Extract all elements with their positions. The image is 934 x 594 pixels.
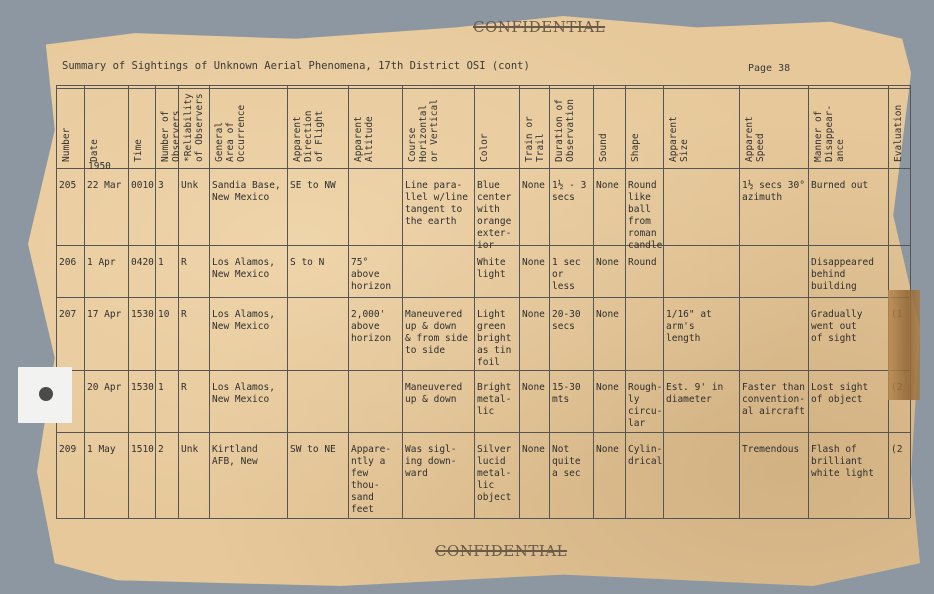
sightings-table [56,78,916,523]
table-rule [209,85,210,518]
table-cell-reliability: R [181,257,187,268]
punch-hole-icon [39,387,53,401]
column-header-altitude: Apparent Altitude [353,116,375,162]
table-cell-train: None [522,309,545,320]
table-rule [549,85,550,518]
table-cell-course: Was sigl- ing down- ward [405,444,457,479]
table-cell-disappearance: Disappeared behind building [811,257,874,292]
column-header-duration: Duration of Observation [554,99,576,162]
table-rule [625,85,626,518]
table-cell-color: Blue center with orange exter- ior [477,180,512,251]
table-cell-shape: Round like ball from roman candle [628,180,663,251]
table-cell-speed: Tremendous [742,444,800,455]
table-cell-course: Maneuvered up & down [405,382,463,405]
column-header-num-observers: Number of Observers [160,110,182,162]
table-cell-sound: None [596,257,619,268]
table-cell-disappearance: Burned out [811,180,869,191]
column-header-train: Train or Trail [524,116,546,162]
table-cell-train: None [522,257,545,268]
column-header-size: Apparent Size [668,116,690,162]
column-header-color: Color [479,133,490,162]
table-cell-evaluation: (2 [891,444,903,455]
column-header-speed: Apparent Speed [744,116,766,162]
column-header-evaluation: Evaluation [893,104,904,162]
table-cell-duration: 20-30 secs [552,309,581,332]
table-cell-speed: 1½ secs 30° azimuth [742,180,805,203]
table-cell-reliability: Unk [181,180,199,191]
column-header-number: Number [61,127,72,162]
table-cell-color: Bright metal- lic [477,382,512,417]
table-cell-date: 17 Apr [87,309,122,320]
year-label: 1950 [88,161,111,172]
table-rule [84,85,85,518]
table-cell-course: Line para- llel w/line tangent to the earth [405,180,468,227]
table-cell-area: Kirtland AFB, New [212,444,258,467]
table-cell-reliability: Unk [181,444,199,455]
column-header-date: Date [89,139,100,162]
punched-label [18,367,72,423]
table-rule [56,85,57,518]
table-cell-observers: 3 [158,180,164,191]
column-header-reliability: *Reliability of Observers [183,93,205,162]
table-rule [739,85,740,518]
table-rule [155,85,156,518]
tape-strip [888,290,920,400]
table-rule [56,168,910,169]
table-cell-sound: None [596,382,619,393]
table-cell-direction: SE to NW [290,180,336,191]
column-header-shape: Shape [630,133,641,162]
table-cell-time: 0010 [131,180,154,191]
table-cell-duration: 1½ - 3 secs [552,180,587,203]
table-cell-number: 206 [59,257,77,268]
table-cell-observers: 1 [158,257,164,268]
table-cell-reliability: R [181,382,187,393]
table-cell-train: None [522,444,545,455]
page-number: Page 38 [748,63,791,74]
table-cell-area: Sandia Base, New Mexico [212,180,281,203]
table-cell-speed: Faster than convention- al aircraft [742,382,805,417]
table-cell-shape: Cylin- drical [628,444,663,467]
table-rule [56,370,910,371]
table-cell-sound: None [596,180,619,191]
table-rule [348,85,349,518]
table-cell-time: 0420 [131,257,154,268]
table-cell-number: 209 [59,444,77,455]
table-cell-area: Los Alamos, New Mexico [212,257,275,280]
table-cell-color: White light [477,257,506,280]
table-cell-area: Los Alamos, New Mexico [212,382,275,405]
table-rule [474,85,475,518]
table-cell-observers: 10 [158,309,170,320]
table-rule [56,88,910,89]
column-header-course: Course Horizontal or Vertical [407,99,440,162]
table-cell-direction: SW to NE [290,444,336,455]
table-cell-altitude: Appare- ntly a few thou- sand feet [351,444,392,515]
table-cell-color: Silver lucid metal- lic object [477,444,512,503]
confidential-stamp-bottom: CONFIDENTIAL [435,542,568,560]
table-rule [593,85,594,518]
table-rule [519,85,520,518]
table-cell-number: 205 [59,180,77,191]
table-cell-observers: 2 [158,444,164,455]
table-cell-train: None [522,180,545,191]
table-rule [287,85,288,518]
table-cell-duration: 1 sec or less [552,257,581,292]
confidential-stamp-top: CONFIDENTIAL [473,18,606,36]
table-cell-date: 20 Apr [87,382,122,393]
table-cell-course: Maneuvered up & down & from side to side [405,309,468,356]
table-cell-altitude: 75° above horizon [351,257,392,292]
table-rule [56,85,910,86]
table-cell-time: 1530 [131,382,154,393]
table-rule [808,85,809,518]
table-cell-time: 1510 [131,444,154,455]
table-cell-altitude: 2,000' above horizon [351,309,392,344]
table-cell-area: Los Alamos, New Mexico [212,309,275,332]
column-header-disappearance: Manner of Disappear- ance [813,104,846,162]
table-rule [663,85,664,518]
table-cell-color: Light green bright as tin foil [477,309,512,368]
document-title: Summary of Sightings of Unknown Aerial Phenomena, 17th District OSI (cont) [62,60,530,72]
column-header-time: Time [133,139,144,162]
table-cell-reliability: R [181,309,187,320]
table-cell-date: 22 Mar [87,180,122,191]
column-header-sound: Sound [598,133,609,162]
table-cell-date: 1 May [87,444,116,455]
table-cell-observers: 1 [158,382,164,393]
table-cell-duration: Not quite a sec [552,444,581,479]
table-cell-sound: None [596,444,619,455]
table-cell-disappearance: Gradually went out of sight [811,309,863,344]
table-cell-size: Est. 9' in diameter [666,382,724,405]
table-rule [56,297,910,298]
table-cell-duration: 15-30 mts [552,382,581,405]
table-cell-shape: Round [628,257,657,268]
table-cell-date: 1 Apr [87,257,116,268]
table-rule [56,432,910,433]
table-rule [402,85,403,518]
table-cell-size: 1/16" at arm's length [666,309,712,344]
table-cell-disappearance: Flash of brilliant white light [811,444,874,479]
table-cell-shape: Rough- ly circu- lar [628,382,663,429]
table-cell-time: 1530 [131,309,154,320]
table-rule [56,518,910,519]
table-rule [128,85,129,518]
table-cell-number: 207 [59,309,77,320]
table-cell-disappearance: Lost sight of object [811,382,869,405]
table-cell-direction: S to N [290,257,325,268]
column-header-area: General Area of Occurrence [214,104,247,162]
column-header-direction: Apparent Direction of Flight [292,110,325,162]
table-cell-train: None [522,382,545,393]
table-cell-sound: None [596,309,619,320]
